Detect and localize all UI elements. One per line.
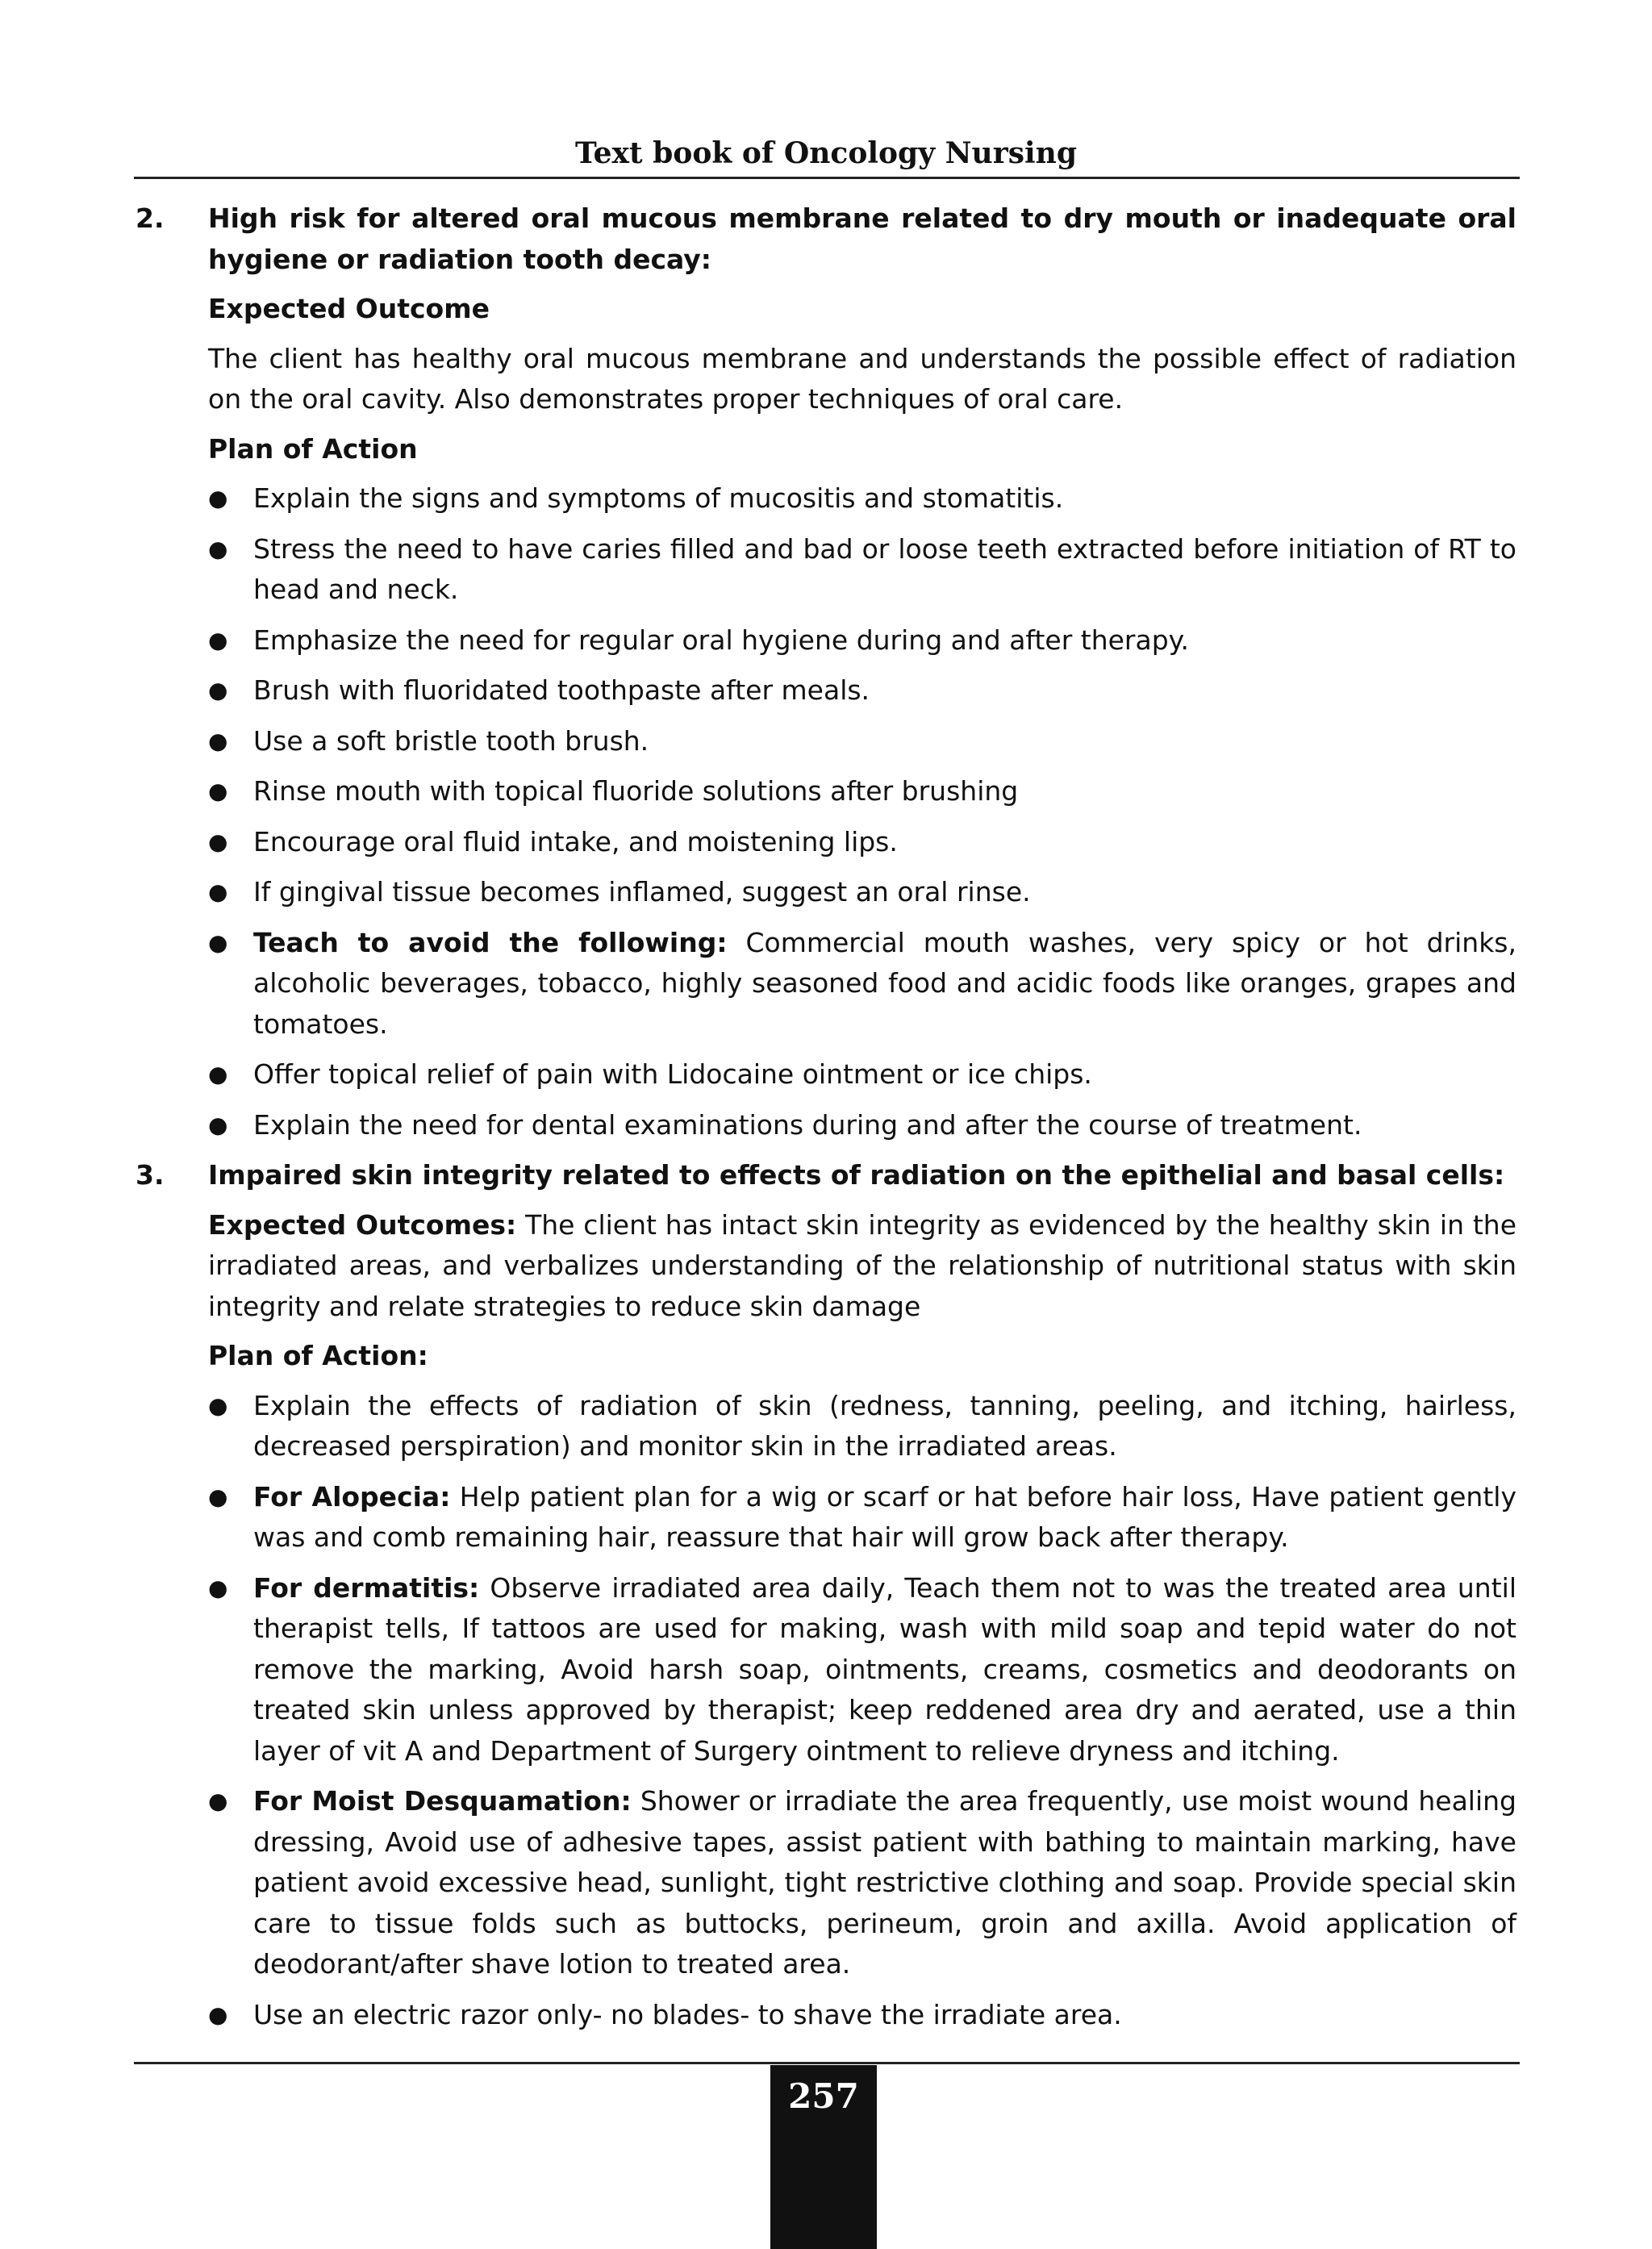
plan-label: Plan of Action	[208, 432, 418, 465]
plan-label: Plan of Action:	[208, 1340, 428, 1371]
section-number: 2.	[136, 202, 165, 234]
page-body	[119, 198, 1516, 2045]
list-item: ● For Alopecia: Help patient plan for a wig or scarf or hat before hair loss, Have patient gently was and comb remaining hair, reassure that hair will grow back after therapy.	[208, 1477, 1516, 1558]
list-item: ● Rinse mouth with topical fluoride solutions after brushing	[208, 771, 1516, 812]
bullet-icon: ●	[208, 535, 228, 562]
list-item: ● Encourage oral fluid intake, and moistening lips.	[208, 822, 1516, 863]
bullet-icon: ●	[208, 778, 228, 804]
list-item: ● Explain the effects of radiation of skin (redness, tanning, peeling, and itching, hairless, decreased perspiration) and monitor skin in the irradiated areas.	[208, 1386, 1516, 1467]
bullet-icon: ●	[208, 2001, 228, 2028]
list-item: ● If gingival tissue becomes inflamed, suggest an oral rinse.	[208, 872, 1516, 913]
outcome-label: Expected Outcomes:	[208, 1208, 517, 1241]
bullet-icon: ●	[208, 485, 228, 511]
plan-list	[208, 1386, 1516, 2036]
section-skin-integrity	[119, 1155, 1516, 2035]
running-header: Text book of Oncology Nursing	[574, 136, 1077, 170]
section-number: 3.	[136, 1159, 165, 1191]
bullet-icon: ●	[208, 1483, 228, 1510]
bullet-icon: ●	[208, 928, 228, 956]
list-item: ● Explain the need for dental examinations during and after the course of treatment.	[208, 1105, 1516, 1146]
section-heading: High risk for altered oral mucous membrane related to dry mouth or inadequate oral hygiene or radiation tooth decay:	[208, 202, 1516, 275]
section-oral-mucous-membrane	[119, 198, 1516, 1145]
header-rule	[134, 177, 1520, 179]
bullet-icon: ●	[208, 878, 228, 905]
list-item: ● For dermatitis: Observe irradiated area daily, Teach them not to was the treated area until therapist tells, If tattoos are used for making, wash with mild soap and tepid water do not remove the marking, Avoid harsh soap, ointments, creams, cosmetics and deodorants on treated skin unless approved by therapist; keep reddened area dry and aerated, use a thin layer of vit A and Department of Surgery ointment to relieve dryness and itching.	[208, 1568, 1516, 1772]
bullet-icon: ●	[208, 1061, 228, 1087]
list-item: ● Brush with fluoridated toothpaste after meals.	[208, 670, 1516, 711]
bullet-icon: ●	[208, 677, 228, 703]
outcome-text: The client has intact skin integrity as evidenced by the healthy skin in the irradiated areas, and verbalizes understanding of the relationship of nutritional status with skin integrity and relate strategies to reduce skin damage	[208, 1208, 1516, 1322]
bullet-icon: ●	[208, 1788, 228, 1814]
plan-list	[208, 478, 1516, 1145]
list-item: ● Teach to avoid the following: Commercial mouth washes, very spicy or hot drinks, alcoholic beverages, tobacco, highly seasoned food and acidic foods like oranges, grapes and tomatoes.	[208, 923, 1516, 1045]
bullet-icon: ●	[208, 1574, 228, 1601]
bullet-icon: ●	[208, 1111, 228, 1138]
list-item: ● For Moist Desquamation: Shower or irradiate the area frequently, use moist wound healing dressing, Avoid use of adhesive tapes, assist patient with bathing to maintain marking, have patient avoid excessive head, sunlight, tight restrictive clothing and soap. Provide special skin care to tissue folds such as buttocks, perineum, groin and axilla. Avoid application of deodorant/after shave lotion to treated area.	[208, 1781, 1516, 1985]
outcome-label: Expected Outcome	[208, 293, 490, 324]
page-number-tab	[770, 2065, 877, 2249]
bullet-icon: ●	[208, 727, 228, 754]
list-item: ● Emphasize the need for regular oral hygiene during and after therapy.	[208, 620, 1516, 661]
page-number: 257	[788, 2076, 859, 2116]
list-item: ● Offer topical relief of pain with Lidocaine ointment or ice chips.	[208, 1054, 1516, 1095]
footer-rule	[134, 2062, 1520, 2064]
list-item: ● Explain the signs and symptoms of mucositis and stomatitis.	[208, 478, 1516, 519]
outcome-text: The client has healthy oral mucous membrane and understands the possible effect of radiation on the oral cavity. Also demonstrates proper techniques of oral care.	[208, 342, 1516, 415]
list-item: ● Use a soft bristle tooth brush.	[208, 721, 1516, 762]
bullet-icon: ●	[208, 828, 228, 855]
list-item: ● Use an electric razor only- no blades- to shave the irradiate area.	[208, 1995, 1516, 2036]
bullet-icon: ●	[208, 626, 228, 653]
outcome-paragraph	[208, 1205, 1516, 1328]
list-item: ● Stress the need to have caries filled and bad or loose teeth extracted before initiation of RT to head and neck.	[208, 529, 1516, 611]
section-heading: Impaired skin integrity related to effects of radiation on the epithelial and basal cells:	[208, 1159, 1505, 1191]
bullet-icon: ●	[208, 1392, 228, 1419]
